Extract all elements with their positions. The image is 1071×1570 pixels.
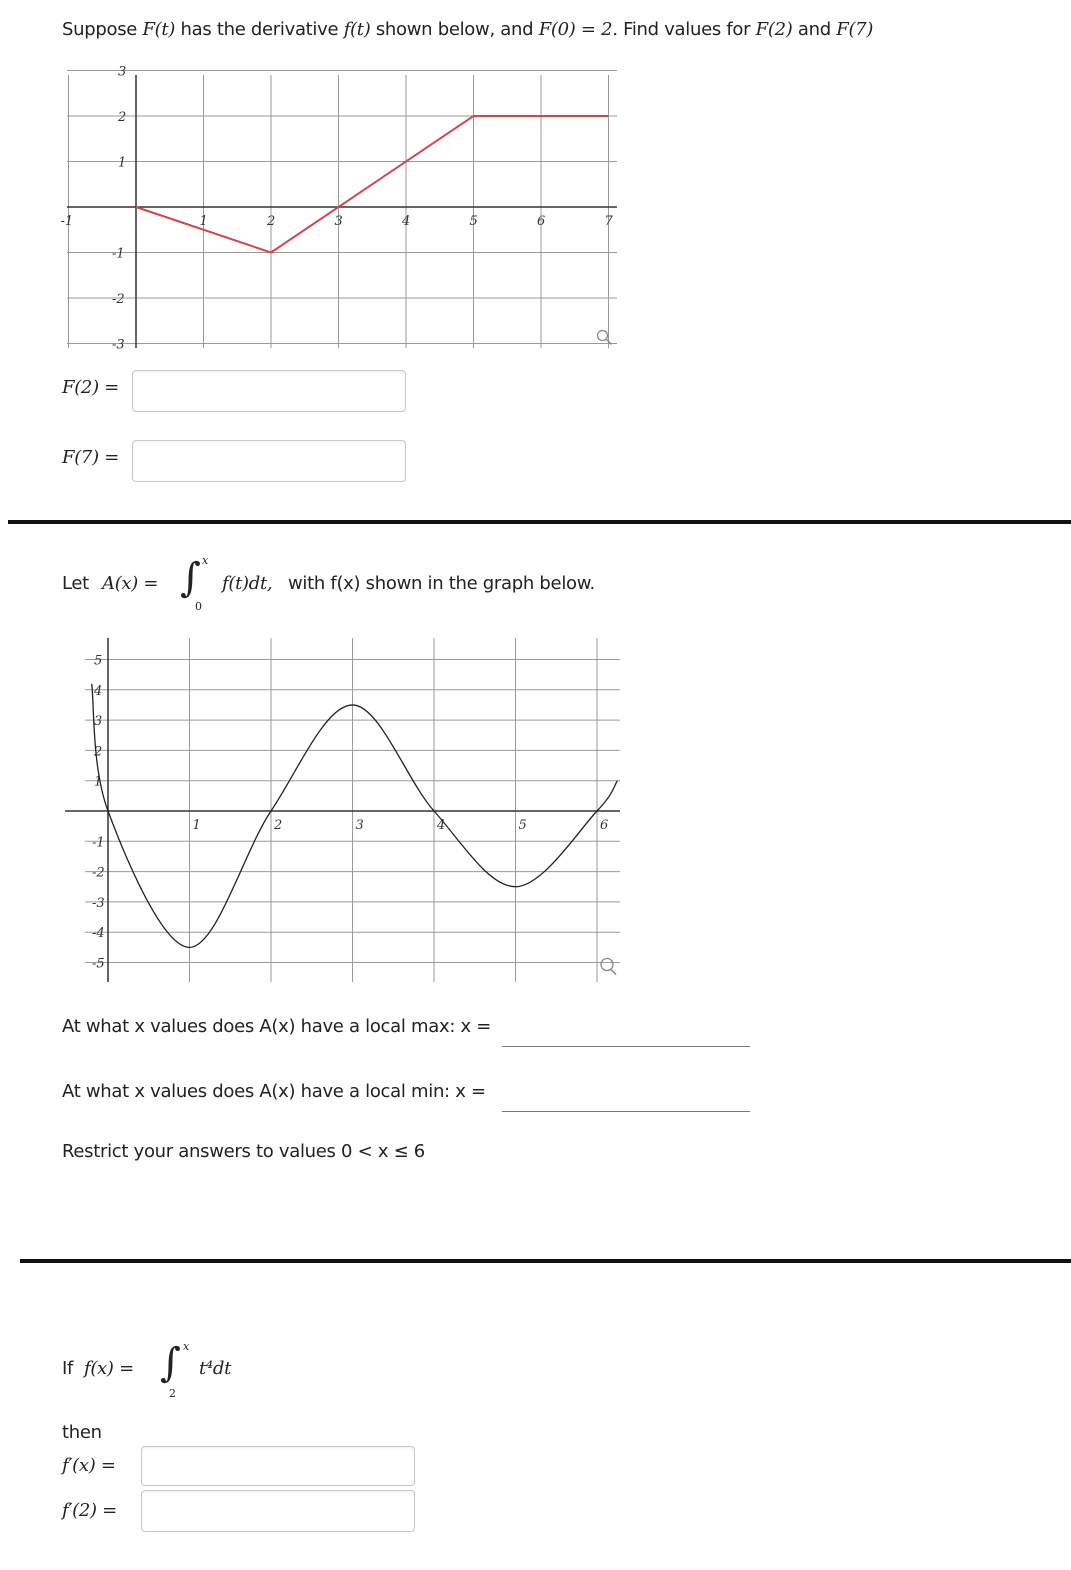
x-tick-label: 6 [600, 818, 609, 833]
y-tick-label: 5 [94, 653, 103, 669]
local-max-prompt: At what x values does A(x) have a local max: x = [62, 1016, 492, 1037]
q2-upper-limit: x [202, 554, 208, 567]
q3-if: If [62, 1358, 74, 1379]
q1-f-of-t: f(t) [343, 19, 371, 40]
section-divider [20, 1259, 1071, 1263]
q3-integrand: t⁴dt [199, 1358, 232, 1379]
q3-label-fprime-x: f′(x) = [62, 1455, 116, 1476]
y-tick-label: 1 [118, 155, 127, 171]
magnifier-icon [601, 959, 616, 975]
q3-label-fprime-2: f′(2) = [62, 1500, 117, 1521]
restrict-note: Restrict your answers to values 0 < x ≤ 6 [62, 1141, 425, 1162]
magnifier-icon [598, 331, 612, 345]
x-tick-label: 5 [518, 818, 527, 833]
y-tick-label: 2 [94, 744, 103, 760]
local-min-prompt: At what x values does A(x) have a local min: x = [62, 1081, 486, 1102]
local-min-input[interactable] [502, 1110, 750, 1112]
q1-prompt-text: Suppose [62, 19, 143, 40]
x-tick-label: 7 [604, 214, 613, 229]
y-tick-label: -3 [92, 895, 105, 911]
q1-label-F2: F(2) = [62, 377, 119, 398]
q1-prompt-text: Find values for [617, 19, 756, 40]
y-tick-label: 2 [118, 110, 127, 125]
y-tick-label: 3 [94, 714, 103, 730]
x-tick-label: 1 [199, 214, 208, 229]
q2-A-of-x: A(x) = [102, 573, 159, 594]
F2-answer-input[interactable] [132, 370, 406, 412]
fprime-x-answer-input[interactable] [141, 1446, 415, 1486]
x-tick-label: 4 [402, 214, 411, 229]
q3-upper-limit: x [183, 1340, 189, 1353]
q2-integrand: f(t)dt, [222, 573, 273, 594]
q2-prompt-rest: with f(x) shown in the graph below. [288, 573, 595, 594]
y-tick-label: -1 [92, 835, 105, 851]
y-tick-label: 3 [118, 65, 127, 80]
q1-label-F7: F(7) = [62, 447, 119, 468]
q1-initial-condition: F(0) = 2. [538, 19, 618, 40]
x-tick-label: 6 [537, 214, 546, 229]
q2-graph[interactable] [55, 630, 625, 990]
q1-prompt-text: and [792, 19, 837, 40]
x-tick-label: -1 [60, 214, 74, 229]
f-of-t-line [136, 116, 609, 253]
y-tick-label: -4 [92, 926, 105, 942]
q1-F7: F(7) [836, 19, 874, 40]
q3-f-of-x: f(x) = [84, 1358, 134, 1379]
magnifier-handle [611, 970, 616, 975]
integral-sign: ∫ [160, 1340, 181, 1386]
x-tick-label: 1 [192, 818, 201, 833]
integral-sign: ∫ [180, 555, 201, 601]
x-tick-label: 3 [355, 818, 364, 833]
fprime-2-answer-input[interactable] [141, 1490, 415, 1532]
y-tick-label: 1 [94, 774, 103, 790]
magnifier-lens [601, 959, 613, 971]
x-tick-label: 2 [267, 214, 276, 229]
f-of-x-curve [92, 684, 618, 948]
q1-prompt [62, 19, 873, 40]
y-tick-label: -2 [112, 292, 125, 307]
q1-prompt-text: shown below, and [370, 19, 539, 40]
x-tick-label: 3 [334, 214, 343, 229]
q3-then: then [62, 1422, 102, 1443]
y-tick-label: -1 [112, 246, 125, 262]
x-tick-label: 4 [437, 818, 446, 833]
section-divider [8, 520, 1071, 524]
q1-F2: F(2) [755, 19, 793, 40]
y-tick-label: -3 [112, 337, 125, 353]
F7-answer-input[interactable] [132, 440, 406, 482]
q3-lower-limit: 2 [169, 1387, 176, 1400]
y-tick-label: 4 [94, 683, 103, 699]
local-max-input[interactable] [502, 1045, 750, 1047]
q1-F-of-t: F(t) [142, 19, 176, 40]
magnifier-lens [598, 331, 608, 341]
x-tick-label: 5 [469, 214, 478, 229]
x-tick-label: 2 [274, 818, 283, 833]
y-tick-label: -2 [92, 865, 105, 881]
q1-graph[interactable] [55, 65, 620, 355]
q2-lower-limit: 0 [195, 600, 202, 613]
q3-prompt [62, 1340, 282, 1400]
q2-let: Let [62, 573, 89, 594]
q1-prompt-text: has the derivative [175, 19, 344, 40]
y-tick-label: -5 [92, 956, 105, 972]
